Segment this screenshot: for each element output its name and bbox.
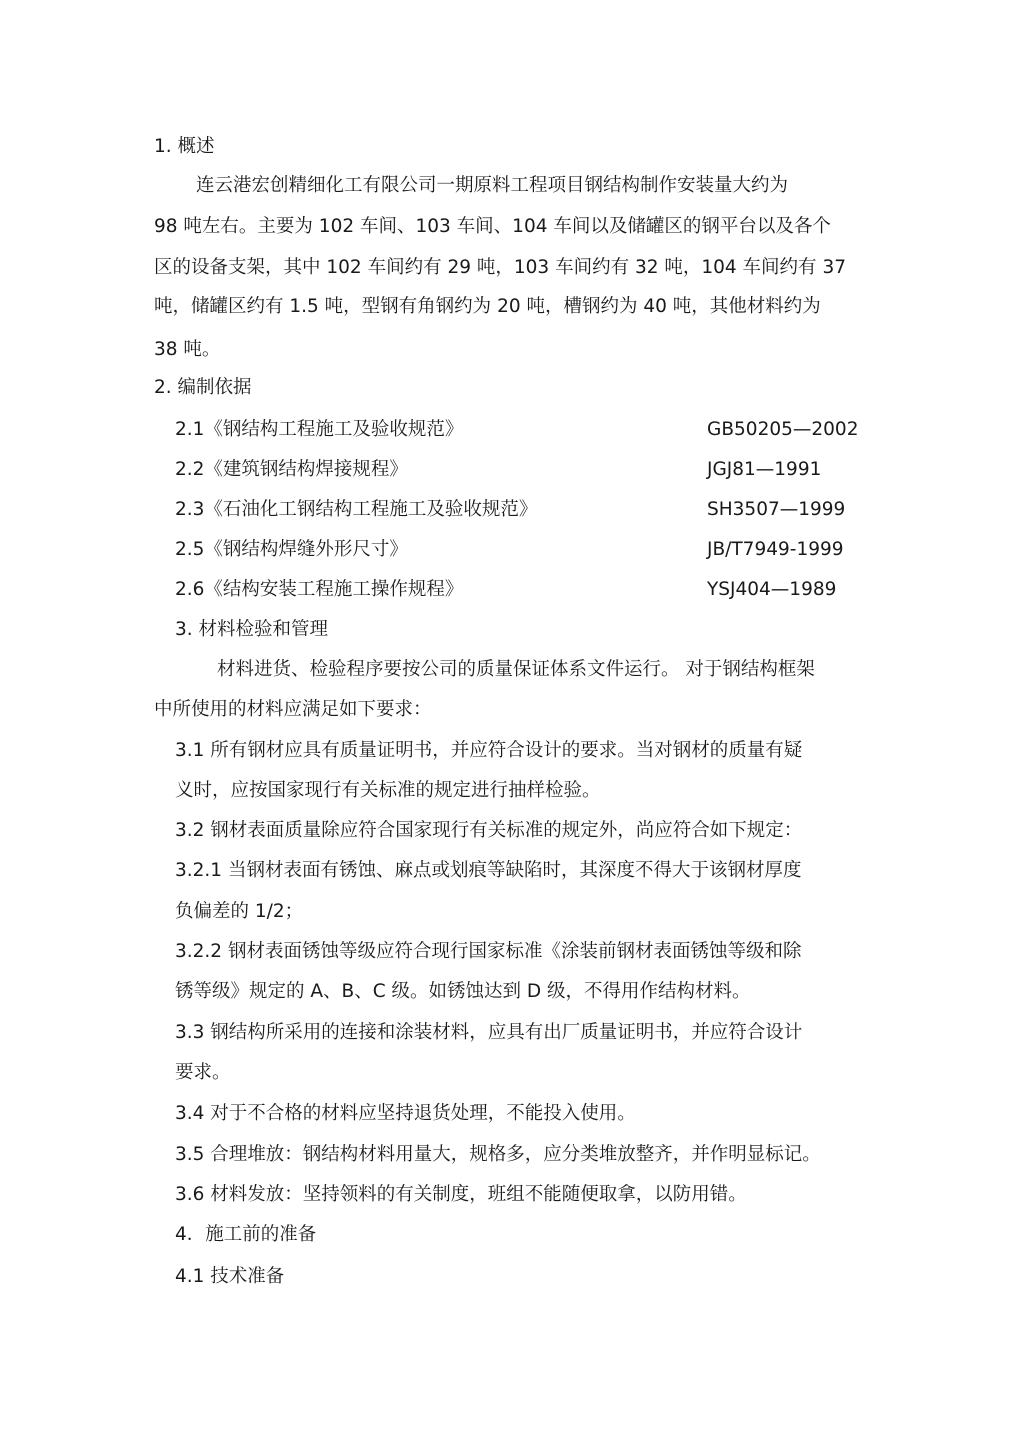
section-3-item-line: 要求。: [175, 1062, 231, 1083]
section-4-1-heading: 4.1 技术准备: [175, 1266, 285, 1287]
section-2-heading: 2. 编制依据: [154, 377, 252, 398]
reference-code: JB/T7949-1999: [707, 539, 844, 560]
section-3-item-line: 3.5 合理堆放：钢结构材料用量大，规格多，应分类堆放整齐，并作明显标记。: [175, 1144, 821, 1165]
section-1-paragraph-line: 区的设备支架，其中 102 车间约有 29 吨，103 车间约有 32 吨，104 车间约有 37: [154, 257, 846, 278]
reference-code: SH3507—1999: [707, 499, 846, 520]
section-3-item-line: 义时，应按国家现行有关标准的规定进行抽样检验。: [175, 780, 601, 801]
section-3-heading: 3. 材料检验和管理: [175, 619, 329, 640]
reference-title: 2.6《结构安装工程施工操作规程》: [175, 579, 464, 600]
section-3-intro-line: 材料进货、检验程序要按公司的质量保证体系文件运行。 对于钢结构框架: [217, 659, 815, 680]
reference-title: 2.1《钢结构工程施工及验收规范》: [175, 419, 464, 440]
section-3-item-line: 3.1 所有钢材应具有质量证明书，并应符合设计的要求。当对钢材的质量有疑: [175, 740, 803, 761]
reference-title: 2.3《石油化工钢结构工程施工及验收规范》: [175, 499, 538, 520]
section-1-paragraph-line: 38 吨。: [154, 339, 221, 360]
section-1-paragraph-line: 连云港宏创精细化工有限公司一期原料工程项目钢结构制作安装量大约为: [196, 175, 789, 196]
section-3-item-line: 3.2.2 钢材表面锈蚀等级应符合现行国家标准《涂装前钢材表面锈蚀等级和除: [175, 941, 802, 962]
section-1-paragraph-line: 吨，储罐区约有 1.5 吨，型钢有角钢约为 20 吨，槽钢约为 40 吨，其他材料约为: [154, 296, 821, 317]
reference-code: GB50205—2002: [707, 419, 859, 440]
section-3-item-line: 3.4 对于不合格的材料应坚持退货处理，不能投入使用。: [175, 1103, 636, 1124]
section-3-item-line: 3.3 钢结构所采用的连接和涂装材料，应具有出厂质量证明书，并应符合设计: [175, 1022, 803, 1043]
section-3-item-line: 锈等级》规定的 A、B、C 级。如锈蚀达到 D 级，不得用作结构材料。: [175, 981, 751, 1002]
section-1-paragraph-line: 98 吨左右。主要为 102 车间、103 车间、104 车间以及储罐区的钢平台以及各个: [154, 216, 831, 237]
section-3-item-line: 3.6 材料发放：坚持领料的有关制度，班组不能随便取拿，以防用错。: [175, 1184, 747, 1205]
section-4-heading: 4．施工前的准备: [175, 1224, 317, 1245]
reference-title: 2.2《建筑钢结构焊接规程》: [175, 459, 408, 480]
reference-title: 2.5《钢结构焊缝外形尺寸》: [175, 539, 408, 560]
section-3-intro-line: 中所使用的材料应满足如下要求：: [154, 699, 432, 720]
section-3-item-line: 3.2 钢材表面质量除应符合国家现行有关标准的规定外，尚应符合如下规定：: [175, 820, 803, 841]
reference-code: JGJ81—1991: [707, 459, 822, 480]
section-1-heading: 1. 概述: [154, 136, 215, 157]
section-3-item-line: 负偏差的 1/2；: [175, 901, 304, 922]
reference-code: YSJ404—1989: [707, 579, 837, 600]
section-3-item-line: 3.2.1 当钢材表面有锈蚀、麻点或划痕等缺陷时，其深度不得大于该钢材厚度: [175, 860, 802, 881]
